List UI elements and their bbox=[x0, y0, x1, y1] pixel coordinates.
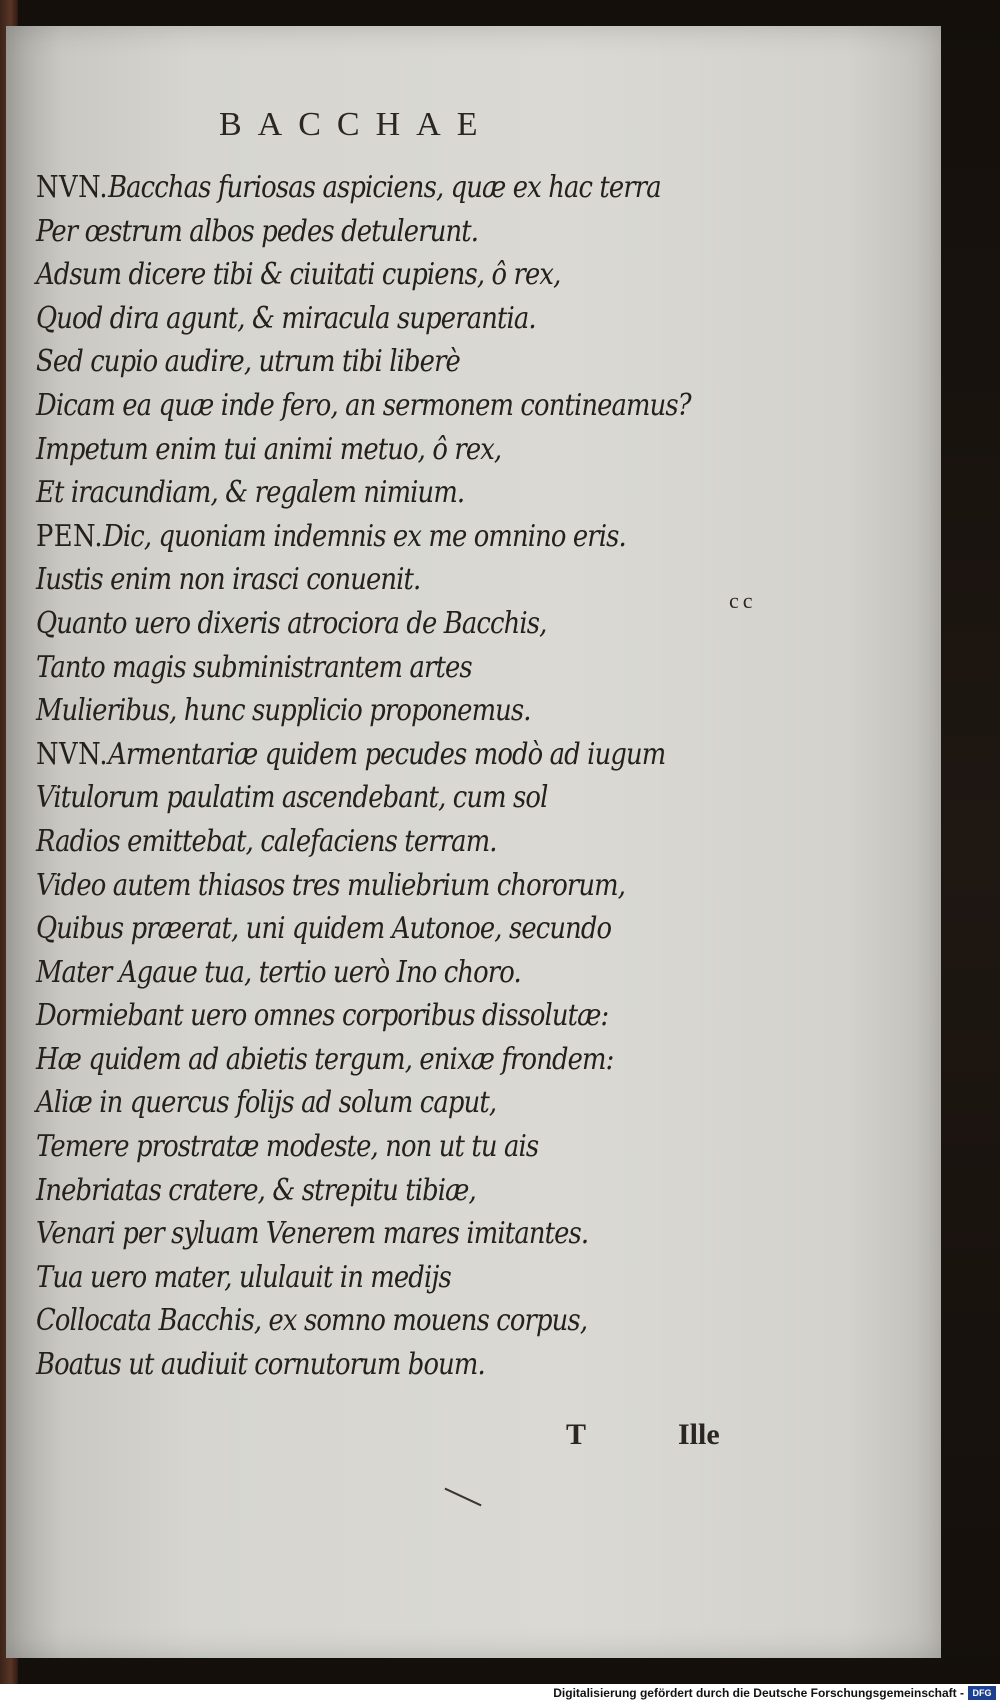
verse-text: Sed cupio audire, utrum tibi liberè bbox=[36, 344, 460, 380]
verse-text: Video autem thiasos tres muliebrium chororum, bbox=[36, 867, 626, 903]
verse-line bbox=[36, 951, 655, 995]
verse-line bbox=[36, 1343, 655, 1387]
verse-line bbox=[36, 210, 655, 254]
verse-text-block bbox=[36, 166, 756, 1387]
verse-line bbox=[36, 907, 655, 951]
verse-line bbox=[36, 820, 655, 864]
verse-line bbox=[36, 1169, 655, 1213]
verse-line bbox=[36, 515, 655, 559]
verse-text: Hæ quidem ad abietis tergum, enixæ frondem: bbox=[36, 1041, 614, 1077]
verse-line bbox=[36, 776, 655, 820]
verse-text: Quod dira agunt, & miracula superantia. bbox=[36, 300, 536, 336]
verse-text: Collocata Bacchis, ex somno mouens corpus, bbox=[36, 1303, 588, 1339]
verse-text: Quibus præerat, uni quidem Autonoe, secundo bbox=[36, 911, 612, 947]
verse-text: Dic, quoniam indemnis ex me omnino eris. bbox=[103, 518, 626, 554]
verse-line bbox=[36, 166, 661, 210]
catchword: Ille bbox=[678, 1418, 720, 1451]
verse-text: Boatus ut audiuit cornutorum boum. bbox=[36, 1347, 485, 1383]
marginal-note: cc bbox=[729, 588, 757, 613]
verse-line bbox=[36, 864, 655, 908]
verse-line bbox=[36, 428, 655, 472]
verse-text: Aliæ in quercus folijs ad solum caput, bbox=[36, 1085, 497, 1121]
verse-text: Mulieribus, hunc supplicio proponemus. bbox=[36, 693, 531, 729]
book-page bbox=[6, 26, 941, 1658]
verse-text: Dicam ea quæ inde fero, an sermonem contineamus? bbox=[36, 387, 691, 423]
verse-text: Quanto uero dixeris atrociora de Bacchis, bbox=[36, 605, 547, 641]
verse-text: Mater Agaue tua, tertio uerò Ino choro. bbox=[36, 954, 521, 990]
verse-text: Inebriatas cratere, & strepitu tibiæ, bbox=[36, 1172, 476, 1208]
verse-text: Tua uero mater, ululauit in medijs bbox=[36, 1259, 451, 1295]
footer-credit: Digitalisierung gefördert durch die Deutsche Forschungsgemeinschaft - bbox=[553, 1686, 964, 1700]
stray-ink-mark bbox=[444, 1488, 481, 1507]
verse-line bbox=[36, 733, 666, 777]
verse-line bbox=[36, 471, 655, 515]
speaker-label: PEN. bbox=[36, 518, 104, 554]
verse-text: Temere prostratæ modeste, non ut tu ais bbox=[36, 1129, 539, 1165]
verse-line bbox=[36, 340, 655, 384]
running-head: BACCHAE bbox=[219, 106, 494, 143]
verse-line bbox=[36, 689, 655, 733]
verse-line bbox=[36, 602, 655, 646]
verse-text: Tanto magis subministrantem artes bbox=[36, 649, 472, 685]
verse-line bbox=[36, 994, 655, 1038]
verse-text: Vitulorum paulatim ascendebant, cum sol bbox=[36, 780, 548, 816]
verse-line bbox=[36, 1125, 655, 1169]
speaker-label: NVN. bbox=[36, 736, 109, 772]
verse-text: Per œstrum albos pedes detulerunt. bbox=[36, 213, 479, 249]
verse-line bbox=[36, 1299, 655, 1343]
verse-line bbox=[36, 1256, 655, 1300]
verse-text: Armentariæ quidem pecudes modò ad iugum bbox=[108, 736, 666, 772]
verse-line bbox=[36, 1081, 655, 1125]
verse-text: Iustis enim non irasci conuenit. bbox=[36, 562, 421, 598]
verse-line bbox=[36, 253, 655, 297]
verse-line bbox=[36, 384, 691, 428]
verse-line bbox=[36, 646, 655, 690]
dfg-logo: DFG bbox=[968, 1686, 996, 1700]
signature-mark: T bbox=[566, 1418, 587, 1451]
verse-line bbox=[36, 558, 655, 602]
verse-text: Bacchas furiosas aspiciens, quæ ex hac terra bbox=[108, 170, 661, 205]
verse-text: Radios emittebat, calefaciens terram. bbox=[36, 823, 497, 859]
verse-text: Venari per syluam Venerem mares imitantes. bbox=[36, 1216, 589, 1252]
verse-line bbox=[36, 1212, 655, 1256]
speaker-label: NVN. bbox=[36, 170, 109, 205]
verse-text: Adsum dicere tibi & ciuitati cupiens, ô rex, bbox=[36, 257, 561, 293]
verse-text: Impetum enim tui animi metuo, ô rex, bbox=[36, 431, 502, 467]
verse-text: Et iracundiam, & regalem nimium. bbox=[36, 475, 465, 511]
verse-text: Dormiebant uero omnes corporibus dissolutæ: bbox=[36, 998, 609, 1034]
verse-line bbox=[36, 1038, 655, 1082]
verse-line bbox=[36, 297, 655, 341]
